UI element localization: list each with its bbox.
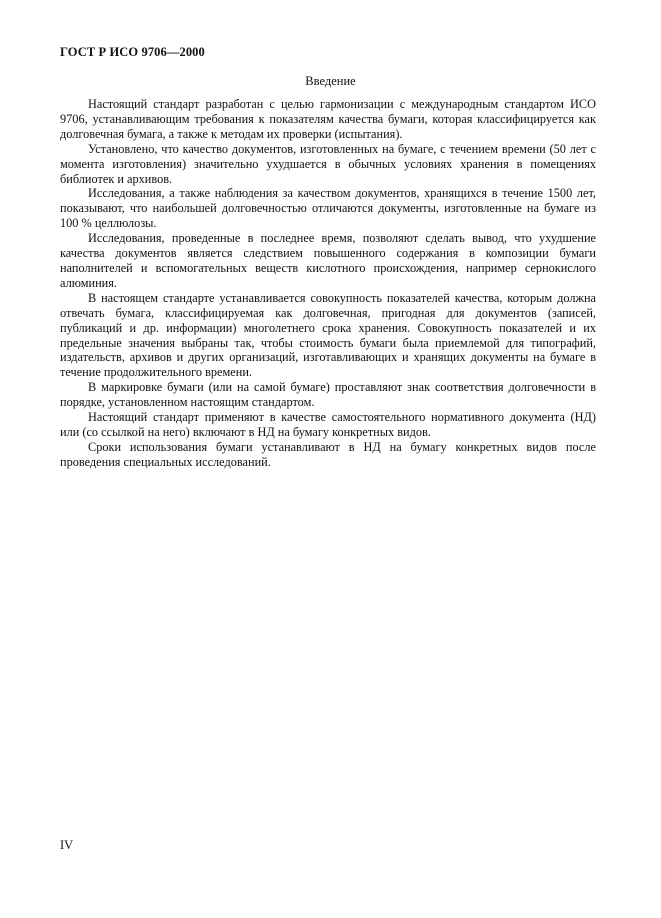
page-number: IV [60,838,74,852]
paragraph-8: Сроки использования бумаги устанавливают в НД на бумагу конкретных видов после проведения специальных исследований. [60,439,596,469]
document-code-header: ГОСТ Р ИСО 9706—2000 [60,45,205,59]
paragraph-4: Исследования, проведенные в последнее время, позволяют сделать вывод, что ухудшение качества документов является следствием повышенного содержания в композиции бумаги наполнителей и вспомогательных веществ кислотного происхождения, например сернокислого алюминия. [60,231,596,290]
paragraph-2: Установлено, что качество документов, изготовленных на бумаге, с течением времени (50 лет с момента изготовления) значительно ухудшается в обычных условиях хранения в помещениях библиотек и архивов. [60,141,596,186]
section-title: Введение [305,74,356,88]
introduction-body [60,97,596,470]
paragraph-1: Настоящий стандарт разработан с целью гармонизации с международным стандартом ИСО 9706, устанавливающим требования к показателям качества бумаги, которая классифицируется как долговечная бумага, а также к методам их проверки (испытания). [60,97,596,141]
paragraph-3: Исследования, а также наблюдения за качеством документов, хранящихся в течение 1500 лет, показывают, что наибольшей долговечностью отличаются документы, изготовленные на бумаге из 100 % целлюлозы. [60,186,596,231]
paragraph-7: Настоящий стандарт применяют в качестве самостоятельного нормативного документа (НД) или (со ссылкой на него) включают в НД на бумагу конкретных видов. [60,410,596,439]
paragraph-5: В настоящем стандарте устанавливается совокупность показателей качества, которым должна отвечать бумага, классифицируемая как долговечная, пригодная для документов (записей, публикаций и др. информации) многолетнего срока хранения. Совокупность показателей и их предельные значения выбраны так, чтобы стоимость бумаги была приемлемой для типографий, издательств, архивов и других организаций, изготавливающих и хранящих документы на бумаге в течение продолжительного времени. [60,290,596,380]
paragraph-6: В маркировке бумаги (или на самой бумаге) проставляют знак соответствия долговечности в порядке, установленном настоящим стандартом. [60,380,596,410]
